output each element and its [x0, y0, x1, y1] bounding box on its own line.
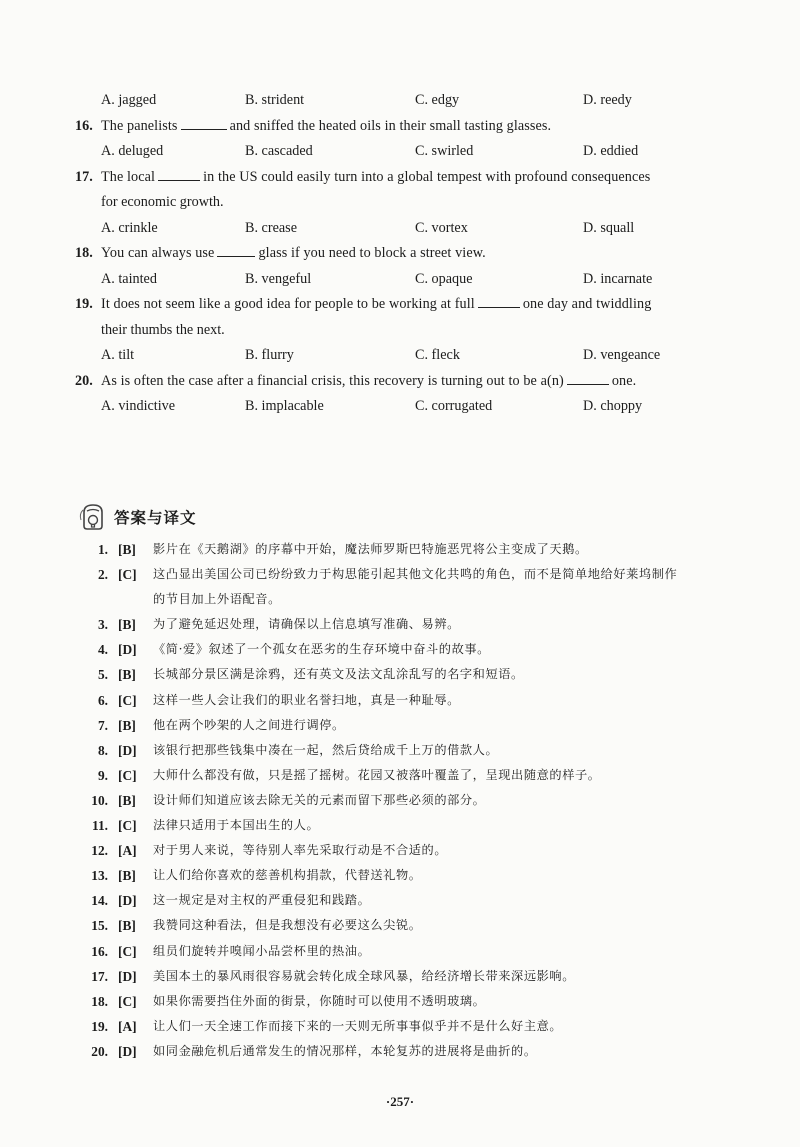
book-lightbulb-icon — [78, 502, 108, 532]
answer-translation: 《简·爱》叙述了一个孤女在恶劣的生存环境中奋斗的故事。 — [153, 642, 490, 657]
option-b: B. implacable — [245, 398, 324, 414]
option-d: D. reedy — [583, 92, 632, 108]
answer-blank — [158, 167, 200, 181]
answer-row — [82, 888, 772, 913]
answer-row — [82, 863, 772, 888]
question-stem-end: and sniffed the heated oils in their small tasting glasses. — [229, 117, 552, 134]
answer-translation: 大师什么都没有做，只是摇了摇树。花园又被落叶覆盖了，呈现出随意的样子。 — [153, 767, 601, 782]
option-c: C. swirled — [415, 143, 474, 159]
question-number: 20. — [75, 372, 93, 389]
answer-blank — [478, 294, 520, 308]
answer-translation: 让人们给你喜欢的慈善机构捐款，代替送礼物。 — [153, 868, 422, 883]
answer-key: [A] — [118, 1018, 137, 1034]
question-text — [75, 292, 651, 318]
answer-row — [82, 688, 772, 713]
answer-translation: 我赞同这种看法，但是我想没有必要这么尖锐。 — [153, 918, 422, 933]
options-row — [75, 216, 765, 242]
question-stem-start: As is often the case after a financial crisis, this recovery is turning out to be a(n) — [101, 372, 564, 389]
question-line — [75, 241, 765, 267]
answer-key: [B] — [118, 617, 136, 633]
answer-number: 16. — [91, 943, 108, 959]
answer-number: 1. — [97, 542, 108, 557]
answer-number: 14. — [91, 893, 108, 909]
answer-number: 7. — [97, 717, 108, 733]
answer-key: [C] — [118, 818, 137, 834]
answer-number: 13. — [91, 868, 108, 884]
answer-number: 8. — [97, 742, 108, 758]
answer-number: 10. — [91, 792, 108, 808]
question-line — [75, 114, 765, 140]
option-a: A. crinkle — [101, 219, 158, 236]
option-b: B. crease — [245, 219, 297, 236]
answer-translation: 这凸显出美国公司已纷纷致力于构思能引起其他文化共鸣的角色，而不是简单地给好莱坞制作 — [153, 567, 678, 582]
question-line — [75, 292, 765, 318]
answer-translation: 这一规定是对主权的严重侵犯和践踏。 — [153, 893, 371, 908]
answer-key: [A] — [118, 843, 137, 859]
answer-row — [82, 813, 772, 838]
answer-key: [D] — [118, 968, 137, 984]
answer-number: 2. — [97, 567, 108, 583]
questions-section — [75, 88, 765, 420]
answer-number: 6. — [97, 692, 108, 708]
answers-section — [82, 537, 772, 1064]
answer-translation: 如果你需要挡住外面的街景，你随时可以使用不透明玻璃。 — [153, 993, 486, 1008]
question-number: 19. — [75, 296, 93, 312]
question-stem-start: The local — [101, 168, 156, 185]
answer-row — [82, 713, 772, 738]
answer-row — [82, 939, 772, 964]
answer-key: [B] — [118, 717, 136, 733]
options-row — [75, 343, 765, 369]
answer-key: [C] — [118, 692, 137, 708]
answer-row — [82, 612, 772, 637]
question-number: 18. — [75, 245, 93, 261]
answer-translation-cont: 的节目加上外语配音。 — [153, 592, 281, 607]
answer-translation: 他在两个吵架的人之间进行调停。 — [153, 717, 345, 732]
answer-row — [82, 1039, 772, 1064]
question-stem-start: You can always use — [101, 245, 215, 261]
option-b: B. strident — [245, 92, 305, 108]
option-c: C. vortex — [415, 219, 468, 236]
answer-number: 4. — [97, 642, 108, 658]
answer-continuation — [82, 587, 772, 612]
option-a: A. tainted — [101, 270, 157, 287]
question-stem-start: The panelists — [101, 117, 178, 134]
option-b: B. cascaded — [245, 143, 313, 159]
option-b: B. vengeful — [245, 270, 312, 287]
answer-number: 15. — [91, 918, 108, 934]
answer-number: 3. — [97, 617, 108, 633]
answer-key: [B] — [118, 667, 136, 683]
answer-translation: 影片在《天鹅湖》的序幕中开始，魔法师罗斯巴特施恶咒将公主变成了天鹅。 — [153, 542, 588, 556]
answer-number: 20. — [91, 1043, 108, 1059]
question-line — [75, 165, 765, 191]
answer-key: [C] — [118, 767, 137, 783]
answer-number: 9. — [97, 767, 108, 783]
option-a: A. tilt — [101, 347, 135, 363]
answer-number: 18. — [91, 993, 108, 1009]
answer-row — [82, 662, 772, 687]
answer-translation: 该银行把那些钱集中凑在一起，然后贷给成千上万的借款人。 — [153, 742, 499, 757]
answers-header — [78, 500, 197, 534]
answer-number: 11. — [92, 818, 108, 834]
question-stem-end: one day and twiddling — [522, 296, 652, 312]
answer-row — [82, 913, 772, 938]
option-c: C. opaque — [415, 270, 473, 287]
options-row — [75, 88, 765, 114]
answer-row — [82, 788, 772, 813]
answer-number: 12. — [91, 843, 108, 859]
answer-row — [82, 738, 772, 763]
answer-key: [C] — [118, 567, 137, 583]
answer-key: [D] — [118, 893, 137, 909]
answer-row — [82, 1014, 772, 1039]
question-stem-end: in the US could easily turn into a global tempest with profound consequences — [203, 168, 651, 185]
answer-key: [B] — [118, 542, 136, 557]
answer-key: [C] — [118, 943, 137, 959]
question-text — [75, 369, 636, 395]
answer-translation: 让人们一天全速工作而接下来的一天则无所事事似乎并不是什么好主意。 — [153, 1018, 563, 1033]
answer-row — [82, 989, 772, 1014]
option-a: A. deluged — [101, 143, 164, 159]
answer-translation: 法律只适用于本国出生的人。 — [153, 818, 320, 833]
option-a: A. vindictive — [101, 398, 176, 414]
answer-translation: 美国本土的暴风雨很容易就会转化成全球风暴，给经济增长带来深远影响。 — [153, 968, 575, 983]
answer-key: [B] — [118, 918, 136, 934]
page-number: ·257· — [385, 1094, 415, 1109]
answer-translation: 如同金融危机后通常发生的情况那样，本轮复苏的进展将是曲折的。 — [153, 1043, 537, 1058]
answer-row — [82, 537, 772, 562]
option-d: D. choppy — [583, 398, 643, 414]
option-d: D. squall — [583, 219, 635, 236]
option-d: D. eddied — [583, 143, 639, 159]
question-continuation: their thumbs the next. — [101, 321, 225, 338]
question-stem-start: It does not seem like a good idea for people to be working at full — [101, 296, 475, 312]
answer-blank — [567, 371, 609, 385]
question-line — [75, 369, 765, 395]
question-number: 17. — [75, 168, 93, 185]
answer-key: [D] — [118, 1043, 137, 1059]
options-row — [75, 267, 765, 293]
answer-row — [82, 763, 772, 788]
option-c: C. corrugated — [415, 398, 493, 414]
section-title: 答案与译文 — [114, 509, 197, 527]
answer-key: [D] — [118, 742, 137, 758]
answer-row — [82, 964, 772, 989]
option-d: D. incarnate — [583, 270, 653, 287]
option-c: C. edgy — [415, 92, 460, 108]
answer-key: [C] — [118, 993, 137, 1009]
answer-row — [82, 562, 772, 587]
option-a: A. jagged — [101, 92, 157, 108]
answer-blank — [217, 243, 255, 257]
answer-translation: 设计师们知道应该去除无关的元素而留下那些必须的部分。 — [153, 792, 486, 807]
question-text — [75, 165, 650, 191]
answer-translation: 这样一些人会让我们的职业名誉扫地，真是一种耻辱。 — [153, 692, 460, 707]
answer-translation: 对于男人来说，等待别人率先采取行动是不合适的。 — [153, 843, 448, 858]
option-b: B. flurry — [245, 347, 294, 363]
answer-number: 17. — [91, 968, 108, 984]
options-row — [75, 139, 765, 165]
answer-number: 19. — [91, 1018, 108, 1034]
answer-key: [D] — [118, 642, 137, 658]
answer-translation: 组员们旋转并嗅闻小品尝杯里的热油。 — [153, 943, 371, 958]
question-number: 16. — [75, 117, 93, 134]
answer-translation: 长城部分景区满是涂鸦，还有英文及法文乱涂乱写的名字和短语。 — [153, 667, 524, 682]
question-stem-end: one. — [611, 372, 637, 389]
question-stem-end: glass if you need to block a street view. — [258, 245, 486, 261]
question-text — [75, 241, 486, 267]
answer-key: [B] — [118, 792, 136, 808]
answer-key: [B] — [118, 868, 136, 884]
answer-number: 5. — [97, 667, 108, 683]
answer-row — [82, 637, 772, 662]
option-d: D. vengeance — [583, 347, 661, 363]
question-text — [75, 114, 551, 140]
option-c: C. fleck — [415, 347, 460, 363]
answer-row — [82, 838, 772, 863]
answer-blank — [181, 116, 227, 130]
question-continuation: for economic growth. — [101, 194, 224, 210]
options-row — [75, 394, 765, 420]
answer-translation: 为了避免延迟处理，请确保以上信息填写准确、易辨。 — [153, 617, 460, 632]
